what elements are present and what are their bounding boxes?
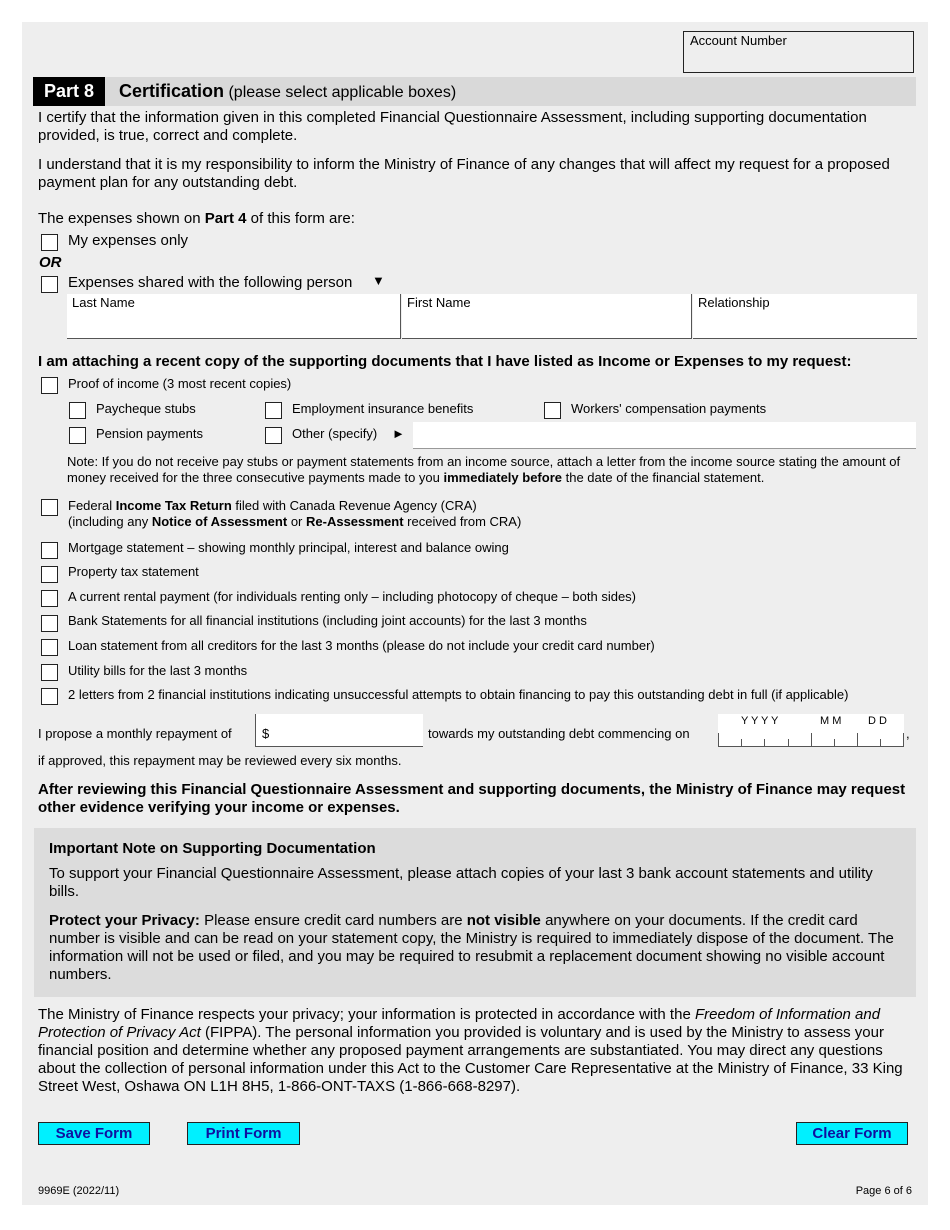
certify-paragraph-1: I certify that the information given in this completed Financial Questionnaire Assessment, including supporting documentation provided, is true, correct and complete. (38, 109, 867, 144)
income-tax-checkbox[interactable] (41, 499, 58, 516)
review-statement: After reviewing this Financial Questionnaire Assessment and supporting documents, the Ministry of Finance may request other evidence verifying your income or expenses. (38, 781, 906, 816)
down-arrow-icon: ▼ (372, 273, 385, 288)
repayment-suffix: if approved, this repayment may be reviewed every six months. (38, 753, 402, 768)
first-name-input[interactable] (402, 294, 692, 339)
account-number-label: Account Number (690, 33, 787, 48)
certify-paragraph-2: I understand that it is my responsibility to inform the Ministry of Finance of any changes that will affect my request for a proposed payment plan for any outstanding debt. (38, 156, 890, 191)
right-arrow-icon: ► (392, 426, 405, 441)
or-label: OR (39, 254, 62, 271)
date-day-hint: D D (868, 715, 887, 727)
part-title: Certification (119, 81, 225, 101)
page-number: Page 6 of 6 (855, 1185, 912, 1197)
repayment-middle: towards my outstanding debt commencing on (428, 726, 690, 741)
my-expenses-label: My expenses only (68, 232, 189, 249)
important-note-box (34, 828, 916, 997)
employment-insurance-label: Employment insurance benefits (292, 401, 474, 416)
form-id: 9969E (2022/11) (38, 1185, 120, 1197)
paycheque-label: Paycheque stubs (96, 401, 196, 416)
account-number-field[interactable] (683, 31, 914, 73)
pension-checkbox[interactable] (69, 427, 86, 444)
shared-expenses-checkbox[interactable] (41, 276, 58, 293)
paycheque-checkbox[interactable] (69, 402, 86, 419)
relationship-label: Relationship (698, 295, 770, 310)
date-year-hint: Y Y Y Y (741, 715, 779, 727)
pension-label: Pension payments (96, 426, 203, 441)
mortgage-label: Mortgage statement – showing monthly principal, interest and balance owing (68, 540, 509, 555)
utility-bills-label: Utility bills for the last 3 months (68, 663, 248, 678)
my-expenses-checkbox[interactable] (41, 234, 58, 251)
save-form-button[interactable]: Save Form (38, 1122, 150, 1145)
workers-comp-label: Workers' compensation payments (571, 401, 767, 416)
rental-label: A current rental payment (for individuals renting only – including photocopy of cheque – both sides) (68, 589, 637, 604)
date-month-hint: M M (820, 715, 842, 727)
part-header (33, 77, 916, 106)
important-note-title: Important Note on Supporting Documentation (49, 840, 376, 857)
other-income-checkbox[interactable] (265, 427, 282, 444)
employment-insurance-checkbox[interactable] (265, 402, 282, 419)
proof-income-checkbox[interactable] (41, 377, 58, 394)
important-note-p1: To support your Financial Questionnaire Assessment, please attach copies of your last 3 bank account statements and utility bills. (49, 865, 873, 900)
expenses-intro: The expenses shown on Part 4 of this form are: (38, 210, 355, 227)
property-tax-checkbox[interactable] (41, 566, 58, 583)
currency-symbol: $ (262, 726, 270, 741)
mortgage-checkbox[interactable] (41, 542, 58, 559)
repayment-prefix: I propose a monthly repayment of (38, 726, 232, 741)
repayment-amount-input[interactable] (255, 714, 423, 747)
financing-letters-checkbox[interactable] (41, 688, 58, 705)
property-tax-label: Property tax statement (68, 564, 199, 579)
important-note-p2: Protect your Privacy: Please ensure credit card numbers are not visible anywhere on your documents. If the credit card number is visible and can be read on your statement copy, the Ministry is required to immediately dispose of the document. The information will not be used or filed, and you may be required to resubmit a replacement document showing no visible account numbers. (49, 912, 894, 983)
clear-form-button[interactable]: Clear Form (796, 1122, 908, 1145)
loan-statement-checkbox[interactable] (41, 639, 58, 656)
form-page (22, 22, 928, 1205)
proof-income-label: Proof of income (3 most recent copies) (68, 376, 292, 391)
rental-checkbox[interactable] (41, 590, 58, 607)
relationship-input[interactable] (693, 294, 917, 339)
print-form-button[interactable]: Print Form (187, 1122, 300, 1145)
other-income-label: Other (specify) (292, 426, 378, 441)
workers-comp-checkbox[interactable] (544, 402, 561, 419)
part-subtitle: (please select applicable boxes) (228, 84, 457, 101)
income-tax-label: Federal Income Tax Return filed with Canada Revenue Agency (CRA) (including any Notice of Assessment or Re-Assessment received from CRA) (68, 498, 522, 529)
bank-statements-checkbox[interactable] (41, 615, 58, 632)
bank-statements-label: Bank Statements for all financial institutions (including joint accounts) for the last 3 months (68, 613, 587, 628)
income-note: Note: If you do not receive pay stubs or payment statements from an income source, attach a letter from the income source stating the amount of money received for the three consecutive payments made to you immediately before the date of the financial statement. (67, 454, 901, 485)
financing-letters-label: 2 letters from 2 financial institutions indicating unsuccessful attempts to obtain financing to pay this outstanding debt in full (if applicable) (68, 687, 849, 702)
attach-heading: I am attaching a recent copy of the supporting documents that I have listed as Income or Expenses to my request: (38, 353, 852, 370)
first-name-label: First Name (407, 295, 471, 310)
last-name-input[interactable] (67, 294, 401, 339)
privacy-statement: The Ministry of Finance respects your privacy; your information is protected in accordance with the Freedom of Information and Protection of Privacy Act (FIPPA). The personal information you provided is voluntary and is used by the Ministry to assess your financial position and determine whether any proposed payment arrangements are substantiated. You may direct any questions about the collection of personal information under this Act to the Customer Care Representative at the Ministry of Finance, 33 King Street West, Oshawa ON L1H 8H5, 1-866-ONT-TAXS (1-866-668-8297). (38, 1006, 903, 1095)
start-date-input[interactable] (718, 714, 904, 747)
part-badge: Part 8 (33, 77, 105, 106)
other-income-input[interactable] (413, 422, 916, 449)
date-comma: , (906, 726, 910, 741)
last-name-label: Last Name (72, 295, 135, 310)
utility-bills-checkbox[interactable] (41, 664, 58, 681)
shared-expenses-label: Expenses shared with the following person (68, 274, 353, 291)
loan-statement-label: Loan statement from all creditors for the last 3 months (please do not include your credit card number) (68, 638, 655, 653)
